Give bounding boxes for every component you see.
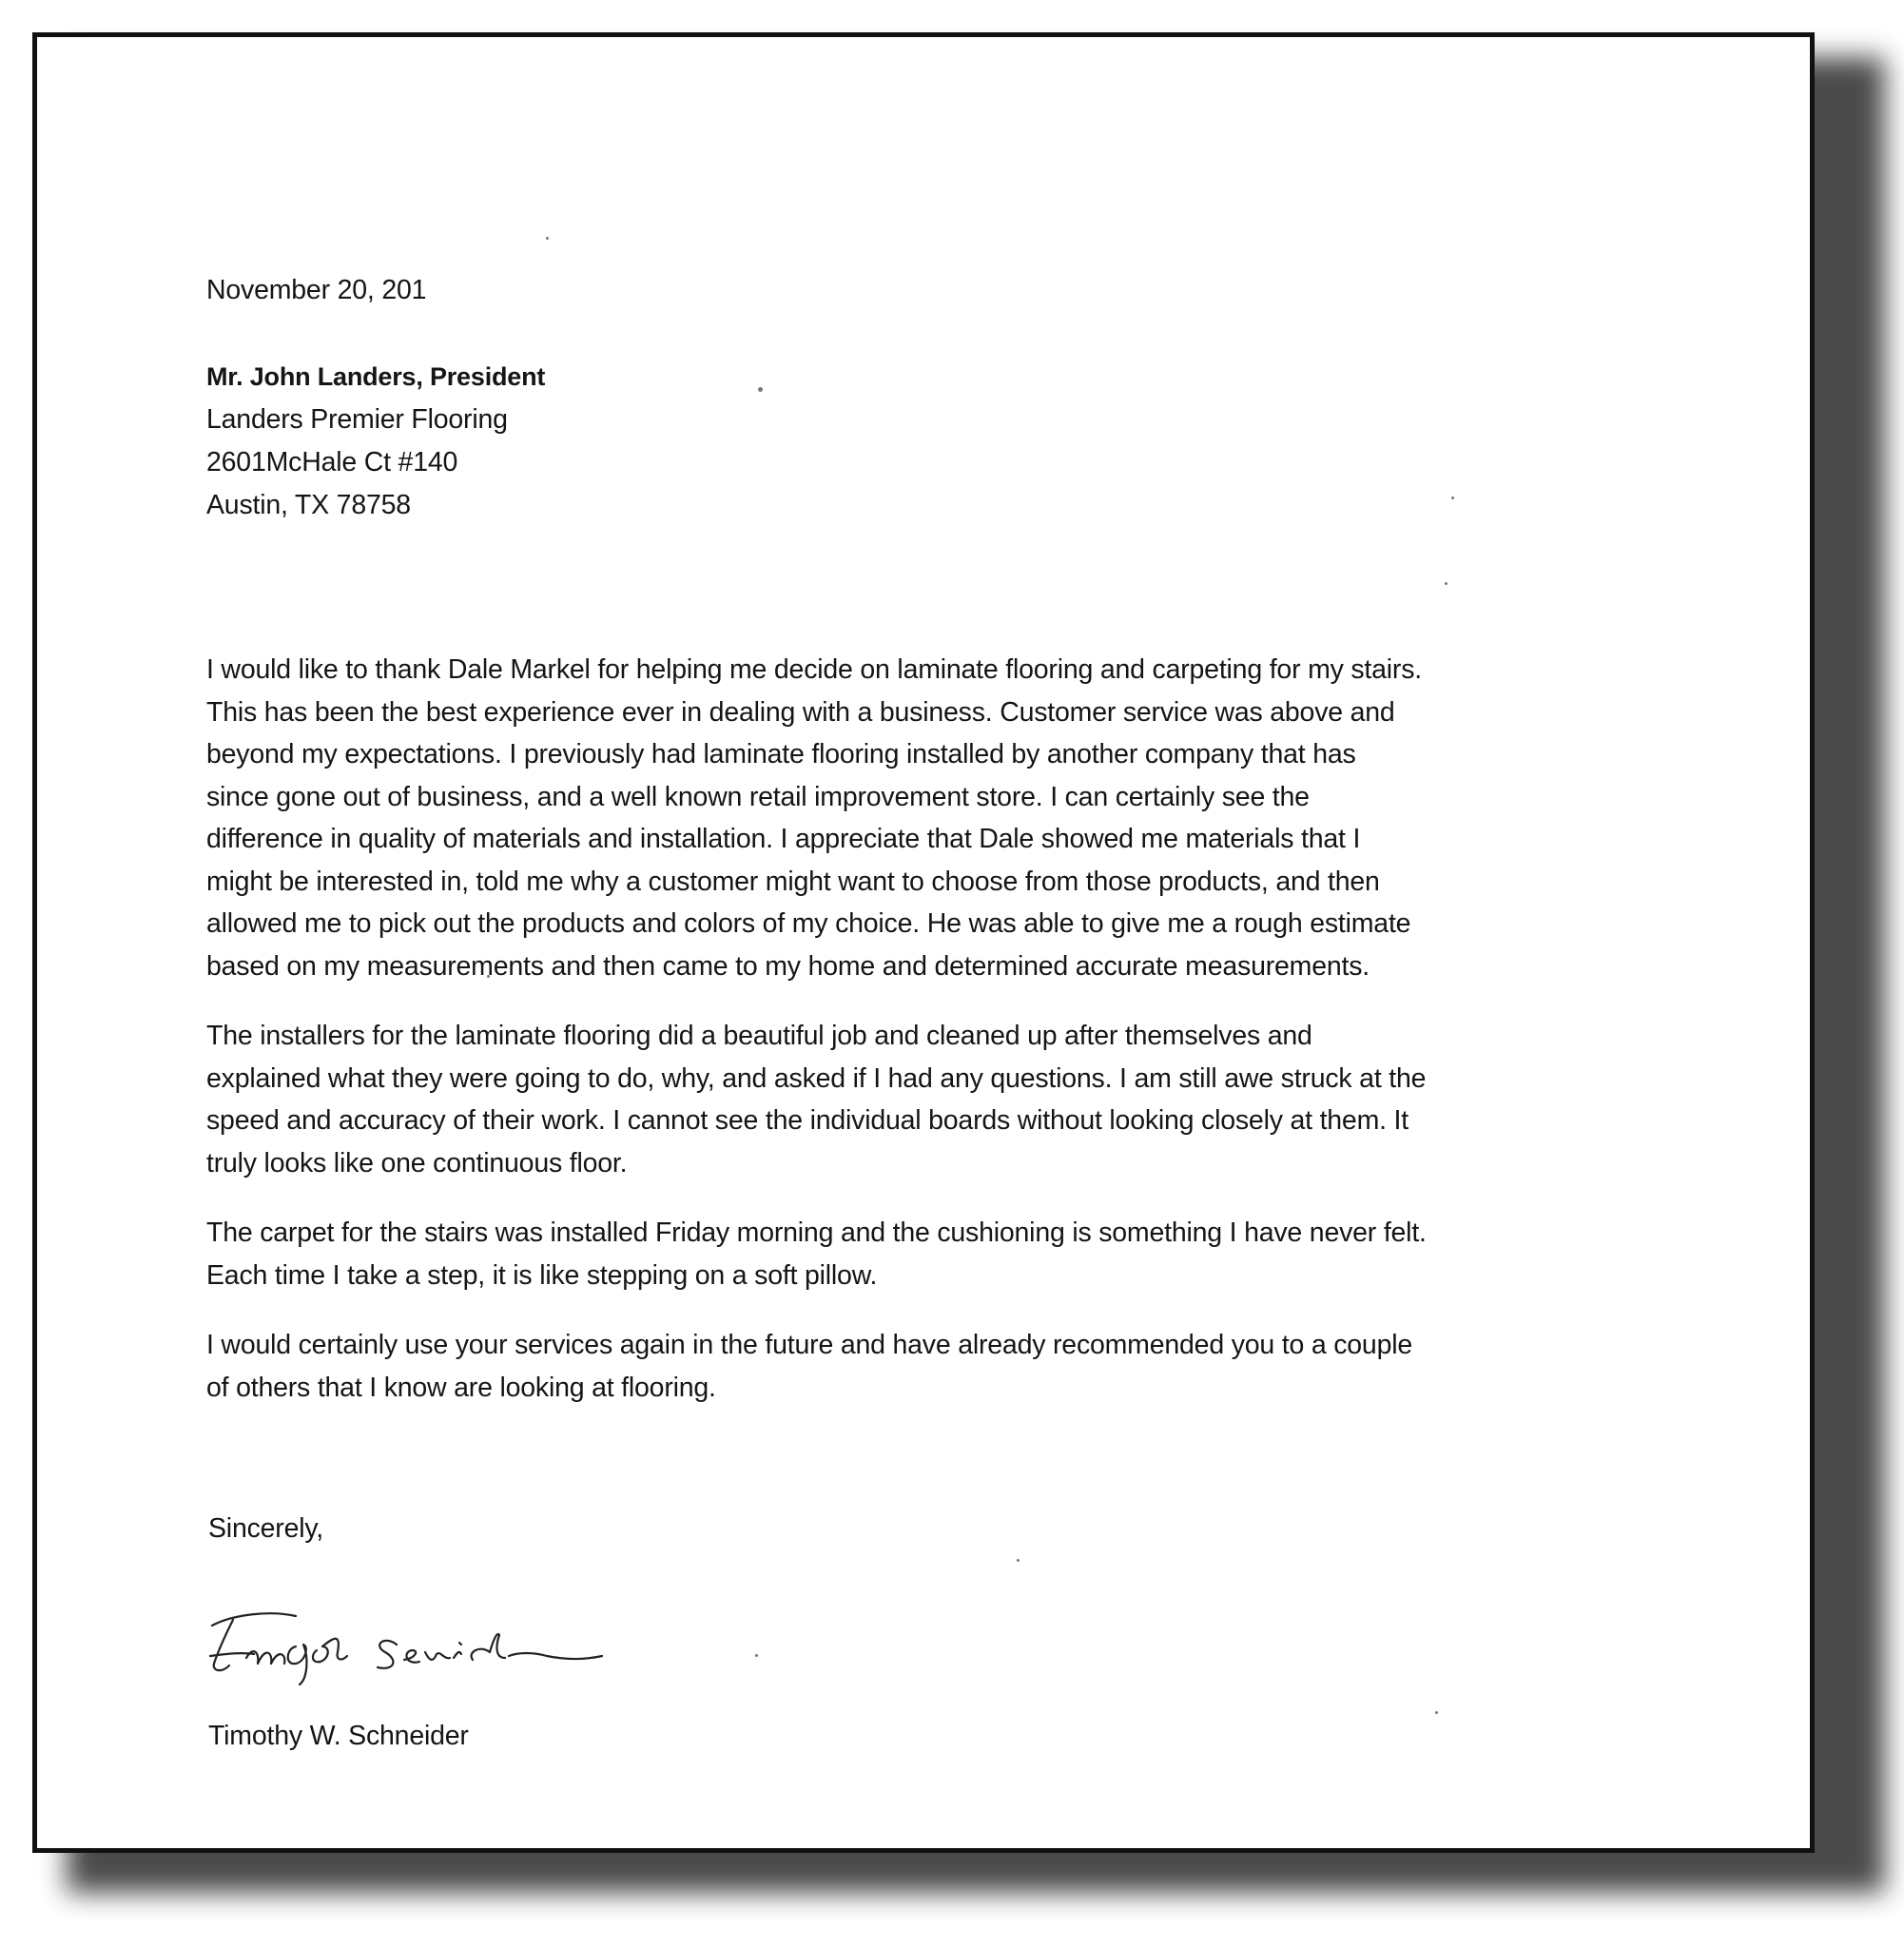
body-line: This has been the best experience ever in dealing with a business. Customer service was above and bbox=[206, 696, 1395, 728]
body-line: beyond my expectations. I previously had laminate flooring installed by another company that has bbox=[206, 739, 1356, 769]
body-line: speed and accuracy of their work. I cannot see the individual boards without looking closely at them. It bbox=[206, 1105, 1409, 1136]
body-line: allowed me to pick out the products and colors of my choice. He was able to give me a rough estimate bbox=[206, 908, 1411, 939]
body-line: of others that I know are looking at flooring. bbox=[206, 1372, 716, 1403]
scan-speck bbox=[1445, 582, 1447, 585]
scan-speck bbox=[1017, 1559, 1020, 1562]
body-line: Each time I take a step, it is like stepping on a soft pillow. bbox=[206, 1259, 878, 1291]
recipient-company: Landers Premier Flooring bbox=[206, 404, 508, 435]
body-line: based on my measurements and then came to my home and determined accurate measurements. bbox=[206, 950, 1370, 982]
recipient-address bbox=[206, 356, 545, 527]
body-line: difference in quality of materials and installation. I appreciate that Dale showed me materials that I bbox=[206, 824, 1361, 854]
handwritten-signature bbox=[204, 1597, 604, 1692]
scan-speck bbox=[1451, 497, 1454, 499]
body-line: truly looks like one continuous floor. bbox=[206, 1147, 628, 1179]
body-line: I would like to thank Dale Markel for helping me decide on laminate flooring and carpeting for my stairs. bbox=[206, 654, 1422, 685]
recipient-city-state-zip: Austin, TX 78758 bbox=[206, 490, 411, 520]
recipient-street: 2601McHale Ct #140 bbox=[206, 447, 458, 477]
scan-speck bbox=[758, 387, 763, 392]
letter-page bbox=[32, 32, 1815, 1853]
body-paragraph-1 bbox=[206, 649, 1557, 987]
body-line: might be interested in, told me why a customer might want to choose from those products, and then bbox=[206, 866, 1380, 897]
scan-speck bbox=[755, 1654, 758, 1657]
body-paragraph-2 bbox=[206, 1015, 1557, 1184]
body-line: The carpet for the stairs was installed Friday morning and the cushioning is something I have never felt. bbox=[206, 1218, 1427, 1248]
signer-name: Timothy W. Schneider bbox=[208, 1721, 469, 1751]
scan-speck bbox=[1435, 1711, 1438, 1714]
letter-body bbox=[206, 649, 1557, 1436]
body-line: I would certainly use your services again in the future and have already recommended you to a couple bbox=[206, 1330, 1412, 1360]
body-paragraph-3 bbox=[206, 1212, 1557, 1296]
scan-speck bbox=[546, 237, 549, 240]
body-line: since gone out of business, and a well known retail improvement store. I can certainly see the bbox=[206, 781, 1310, 812]
body-line: explained what they were going to do, why, and asked if I had any questions. I am still awe struck at the bbox=[206, 1062, 1427, 1094]
body-line: The installers for the laminate flooring did a beautiful job and cleaned up after themselves and bbox=[206, 1021, 1312, 1051]
letter-date: November 20, 201 bbox=[206, 275, 427, 305]
recipient-name-title: Mr. John Landers, President bbox=[206, 362, 546, 391]
body-paragraph-4 bbox=[206, 1324, 1557, 1409]
closing-salutation: Sincerely, bbox=[208, 1513, 324, 1544]
